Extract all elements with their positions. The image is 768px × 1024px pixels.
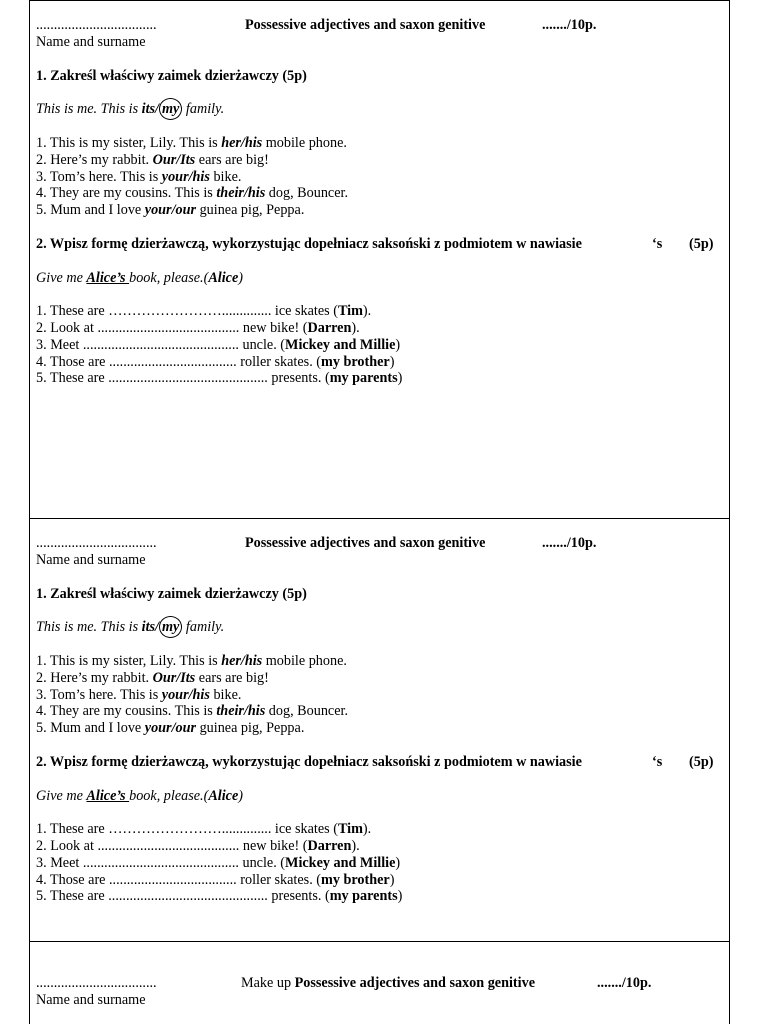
exercise-2-saxon-s: ‘s (652, 754, 663, 770)
example-text-end: family. (182, 101, 225, 117)
exercise-1-item (36, 687, 241, 704)
name-dots: .................................. (36, 17, 157, 33)
item-text: 2. Look at ........................................ new bike! ( (36, 320, 308, 336)
item-text-end: mobile phone. (262, 135, 347, 151)
exercise-1-item (36, 653, 347, 670)
exercise-1-item (36, 185, 348, 202)
example-text-end: family. (182, 619, 225, 635)
item-text: 3. Tom’s here. This is (36, 169, 162, 185)
item-text: 4. They are my cousins. This is (36, 185, 217, 201)
item-text: 5. These are ............................................. presents. ( (36, 370, 330, 386)
exercise-1-example (36, 101, 224, 118)
item-options[interactable]: Our/Its (152, 152, 196, 168)
item-options[interactable]: your/our (144, 202, 197, 218)
item-text-end: bike. (209, 687, 242, 703)
item-options[interactable]: their/his (216, 185, 266, 201)
exercise-1-item (36, 152, 269, 169)
score-field: ......./10p. (542, 535, 597, 551)
divider-2 (30, 941, 730, 942)
example-text-end: ) (238, 270, 243, 286)
example-answer: Alice’s (86, 270, 130, 286)
item-text-end: ears are big! (195, 152, 269, 168)
divider-1 (30, 518, 730, 519)
left-border (29, 0, 30, 1024)
item-text: 4. Those are .................................... roller skates. ( (36, 872, 322, 888)
example-text: Give me (36, 270, 87, 286)
exercise-1-item (36, 720, 304, 737)
worksheet-title: Possessive adjectives and saxon genitive (245, 17, 486, 33)
example-text: Give me (36, 788, 87, 804)
item-text: 1. These are …………………….............. ice skates ( (36, 303, 338, 319)
item-text-end: ) (389, 354, 395, 370)
example-text: This is me. This is (36, 619, 142, 635)
item-subject: my parents (329, 370, 398, 386)
item-options[interactable]: your/his (161, 687, 210, 703)
item-subject: my brother (321, 872, 390, 888)
exercise-2-item[interactable] (36, 303, 371, 320)
exercise-1-item (36, 703, 348, 720)
item-text-end: ). (362, 303, 372, 319)
item-subject: my brother (321, 354, 390, 370)
item-options[interactable]: her/his (221, 653, 263, 669)
exercise-2-points: (5p) (689, 754, 714, 770)
name-label: Name and surname (36, 34, 146, 50)
exercise-1-item (36, 202, 304, 219)
exercise-1-heading: 1. Zakreśl właściwy zaimek dzierżawczy (5p) (36, 68, 307, 84)
item-subject: Darren (307, 320, 352, 336)
score-field: ......./10p. (597, 975, 652, 991)
exercise-1-item (36, 135, 347, 152)
exercise-2-item[interactable] (36, 872, 394, 889)
exercise-1-item (36, 670, 269, 687)
example-text: This is me. This is (36, 101, 142, 117)
item-options[interactable]: your/our (144, 720, 197, 736)
item-text-end: ). (351, 838, 360, 854)
exercise-2-heading: 2. Wpisz formę dzierżawczą, wykorzystując dopełniacz saksoński z podmiotem w nawiasie (36, 236, 582, 252)
item-text-end: ). (362, 821, 372, 837)
item-subject: Tim (337, 821, 363, 837)
exercise-2-item[interactable] (36, 354, 394, 371)
item-text: 1. These are …………………….............. ice skates ( (36, 821, 338, 837)
exercise-1-item (36, 169, 241, 186)
item-options[interactable]: your/his (161, 169, 210, 185)
exercise-2-item[interactable] (36, 821, 371, 838)
exercise-2-item[interactable] (36, 888, 402, 905)
item-text-end: guinea pig, Peppa. (196, 720, 305, 736)
title-text: Possessive adjectives and saxon genitive (294, 975, 535, 991)
item-text: 5. These are ............................................. presents. ( (36, 888, 330, 904)
example-subject: Alice (208, 788, 239, 804)
item-options[interactable]: her/his (221, 135, 263, 151)
example-circled-answer: my (159, 98, 182, 120)
item-text-end: dog, Bouncer. (265, 185, 348, 201)
item-text-end: dog, Bouncer. (265, 703, 348, 719)
item-text: 1. This is my sister, Lily. This is (36, 653, 222, 669)
title-prefix: Make up (241, 975, 295, 991)
item-text-end: bike. (209, 169, 242, 185)
item-text-end: ) (389, 872, 395, 888)
example-option: its/ (141, 619, 160, 635)
example-answer: Alice’s (86, 788, 130, 804)
item-subject: Tim (337, 303, 363, 319)
top-border (30, 0, 730, 1)
item-text: 1. This is my sister, Lily. This is (36, 135, 222, 151)
name-dots: .................................. (36, 975, 157, 991)
exercise-2-item[interactable] (36, 855, 400, 872)
item-text-end: mobile phone. (262, 653, 347, 669)
name-label: Name and surname (36, 552, 146, 568)
exercise-2-item[interactable] (36, 337, 400, 354)
exercise-2-item[interactable] (36, 370, 402, 387)
name-dots: .................................. (36, 535, 157, 551)
score-field: ......./10p. (542, 17, 597, 33)
item-text-end: ). (351, 320, 360, 336)
item-text-end: ears are big! (195, 670, 269, 686)
exercise-2-saxon-s: ‘s (652, 236, 663, 252)
example-text-mid: book, please.( (129, 788, 209, 804)
item-options[interactable]: Our/Its (152, 670, 196, 686)
example-subject: Alice (208, 270, 239, 286)
item-text: 3. Meet ............................................ uncle. ( (36, 855, 286, 871)
item-text-end: guinea pig, Peppa. (196, 202, 305, 218)
item-subject: my parents (329, 888, 398, 904)
example-option: its/ (141, 101, 160, 117)
worksheet-title (241, 975, 535, 992)
item-subject: Mickey and Millie (285, 855, 396, 871)
item-text: 5. Mum and I love (36, 720, 145, 736)
item-text: 3. Meet ............................................ uncle. ( (36, 337, 286, 353)
item-text-end: ) (395, 855, 401, 871)
example-text-mid: book, please.( (129, 270, 209, 286)
item-subject: Mickey and Millie (285, 337, 396, 353)
exercise-2-heading: 2. Wpisz formę dzierżawczą, wykorzystując dopełniacz saksoński z podmiotem w nawiasie (36, 754, 582, 770)
exercise-2-example (36, 270, 243, 287)
item-text-end: ) (397, 888, 403, 904)
name-label: Name and surname (36, 992, 146, 1008)
exercise-2-item[interactable] (36, 838, 360, 855)
right-border (729, 0, 730, 1024)
item-text: 3. Tom’s here. This is (36, 687, 162, 703)
worksheet-title: Possessive adjectives and saxon genitive (245, 535, 486, 551)
example-text-end: ) (238, 788, 243, 804)
item-text: 4. Those are .................................... roller skates. ( (36, 354, 322, 370)
example-circled-answer: my (159, 616, 182, 638)
exercise-2-points: (5p) (689, 236, 714, 252)
item-text: 2. Look at ........................................ new bike! ( (36, 838, 308, 854)
exercise-2-item[interactable] (36, 320, 360, 337)
exercise-2-example (36, 788, 243, 805)
item-text: 5. Mum and I love (36, 202, 145, 218)
item-text: 2. Here’s my rabbit. (36, 670, 153, 686)
item-options[interactable]: their/his (216, 703, 266, 719)
item-text-end: ) (397, 370, 403, 386)
exercise-1-heading: 1. Zakreśl właściwy zaimek dzierżawczy (5p) (36, 586, 307, 602)
item-text-end: ) (395, 337, 401, 353)
exercise-1-example (36, 619, 224, 636)
item-subject: Darren (307, 838, 352, 854)
item-text: 2. Here’s my rabbit. (36, 152, 153, 168)
item-text: 4. They are my cousins. This is (36, 703, 217, 719)
